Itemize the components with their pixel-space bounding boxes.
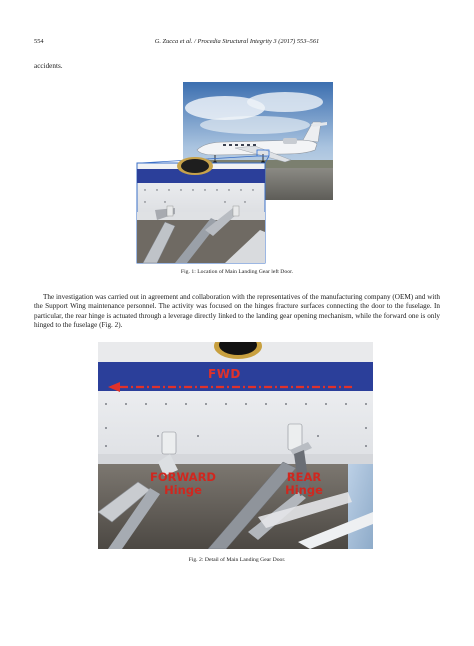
running-title: G. Zucca et al. / Procedia Structural Integrity 3 (2017) 553–561 bbox=[154, 38, 320, 45]
paragraph-2: The investigation was carried out in agreement and collaboration with the representatives of the manufacturing company (OEM) and with the Support Wing maintenance personnel. The activity was focused on the hinges fracture surfaces connecting the door to the fuselage. In particular, the rear hinge is actuated through a leverage directly linked to the landing gear opening mechanism, while the forward one is only hinged to the fuselage (Fig. 2). bbox=[34, 293, 440, 329]
figure-2 bbox=[98, 342, 373, 549]
page-header bbox=[34, 38, 440, 50]
forward-hinge-label: FORWARD Hinge bbox=[150, 470, 216, 497]
figure-1-caption: Fig. 1: Location of Main Landing Gear left Door. bbox=[180, 269, 294, 275]
figure-2-caption: Fig. 2: Detail of Main Landing Gear Door. bbox=[188, 557, 286, 563]
page-number: 554 bbox=[34, 38, 44, 45]
paragraph-1: accidents. bbox=[34, 62, 63, 70]
rear-hinge-label: REAR Hinge bbox=[285, 470, 323, 497]
figure-1-image bbox=[135, 80, 335, 265]
fwd-label: FWD bbox=[208, 367, 241, 381]
inset-detail-photo bbox=[137, 157, 265, 263]
